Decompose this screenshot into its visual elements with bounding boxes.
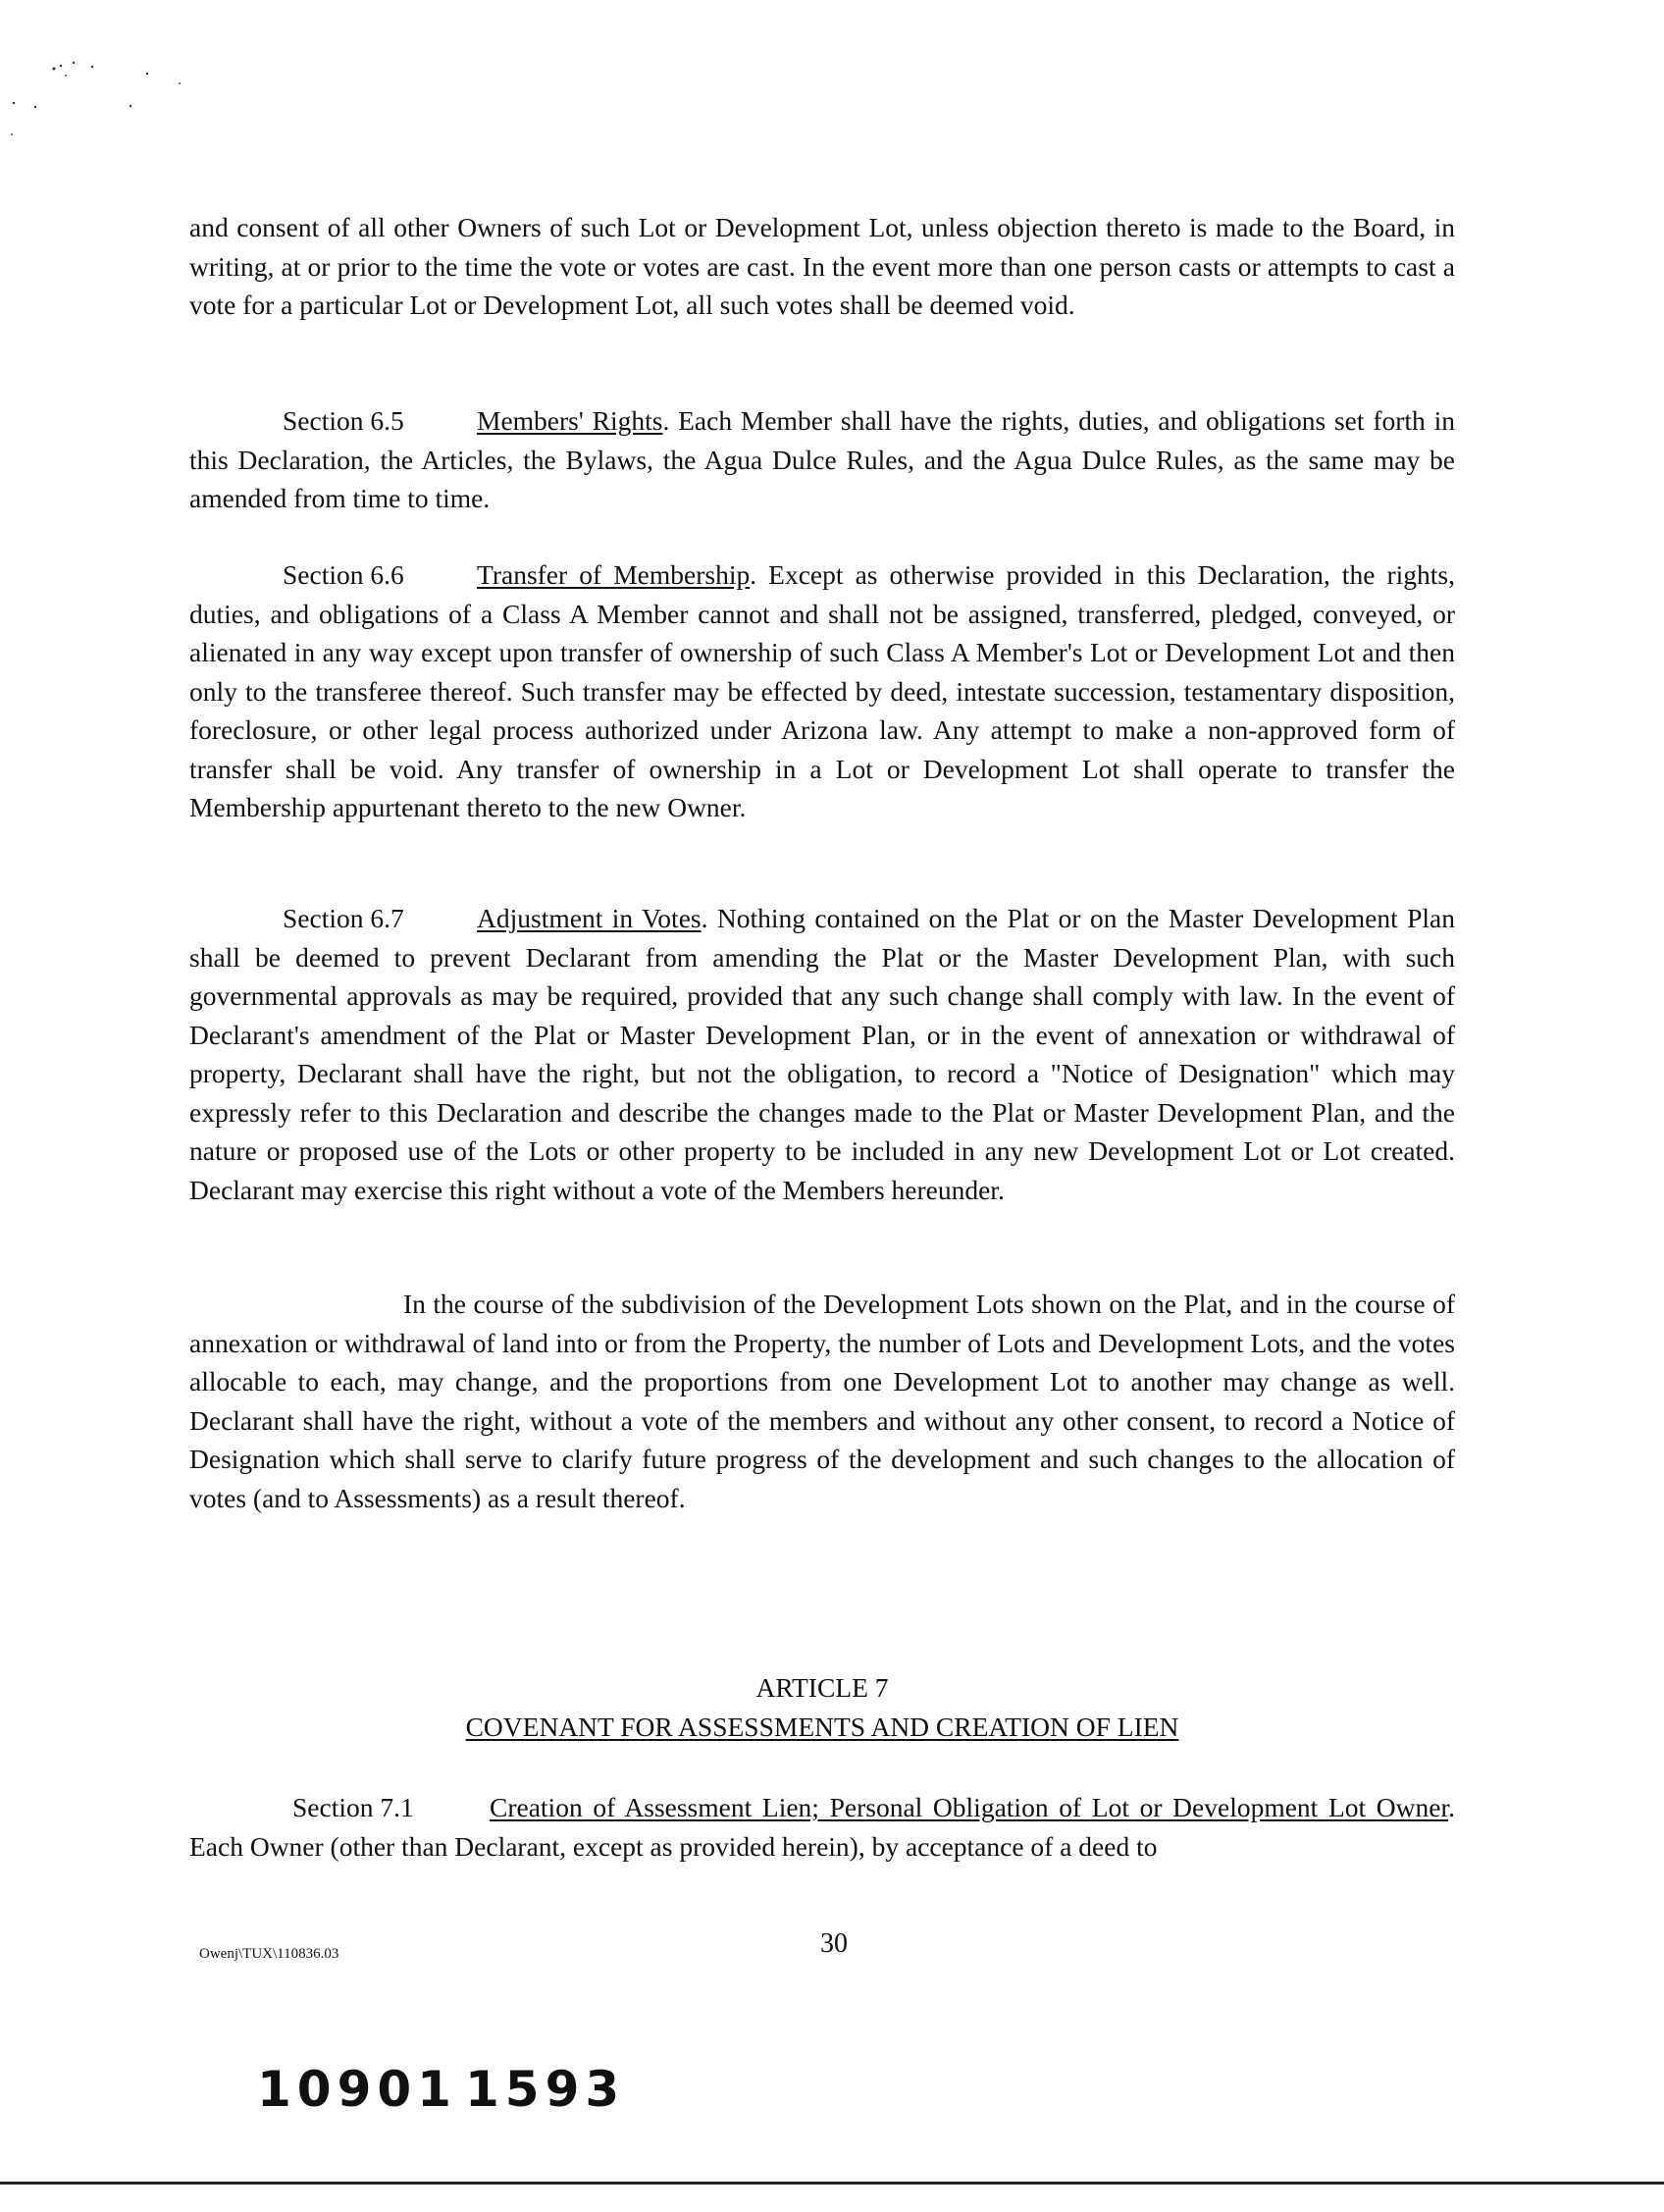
section-number: Section 6.5 [283,405,404,436]
article-number: ARTICLE 7 [755,1672,889,1703]
section-number: Section 7.1 [292,1792,414,1822]
section-text: . Each Member shall have the rights, duties, and obligations set forth in this Declaration, the Articles, the Bylaws, the Agua Dulce Rules, and the Agua Dulce Rules, as the same may be amended from time to time. [189,405,1455,513]
section-number: Section 6.6 [283,559,404,590]
section-6-7-continuation [189,1285,1455,1517]
recording-page-number: 1593 [465,2061,626,2118]
section-text: . Nothing contained on the Plat or on the Master Development Plan shall be deemed to prevent Declarant from amending the Plat or the Master Development Plan, with such governmental approvals as may be required, provided that any such change shall comply with law. In the event of Declarant's amendment of the Plat or Master Development Plan, or in the event of annexation or withdrawal of property, Declarant shall have the right, but not the obligation, to record a "Notice of Designation" which may expressly refer to this Declaration and describe the changes made to the Plat or Master Development Plan, and the nature or proposed use of the Lots or other property to be included in any new Development Lot or Lot created. Declarant may exercise this right without a vote of the Members hereunder. [189,903,1455,1205]
paragraph-text: and consent of all other Owners of such Lot or Development Lot, unless objection thereto is made to the Board, in writing, at or prior to the time the vote or votes are cast. In the event more than one person casts or attempts to cast a vote for a particular Lot or Development Lot, all such votes shall be deemed void. [189,212,1455,320]
section-6-7 [189,899,1455,1209]
section-heading: Adjustment in Votes [477,903,702,933]
bottom-rule [0,2182,1664,2185]
recording-book-number: 10901 [257,2061,457,2118]
paragraph-voting-consent [189,208,1455,325]
section-heading: Transfer of Membership [477,559,751,590]
section-text: . Each Owner (other than Declarant, except as provided herein), by acceptance of a deed to [189,1792,1455,1862]
file-reference: Owenj\TUX\110836.03 [199,1946,339,1962]
scan-specks [0,54,196,152]
page-number: 30 [820,1928,848,1959]
section-6-6 [189,555,1455,827]
section-7-1 [189,1788,1455,1866]
section-heading: Creation of Assessment Lien; Personal Obligation of Lot or Development Lot Owner [490,1792,1449,1822]
section-number: Section 6.7 [283,903,404,933]
section-6-5 [189,401,1455,518]
paragraph-text: In the course of the subdivision of the Development Lots shown on the Plat, and in the course of annexation or withdrawal of land into or from the Property, the number of Lots and Development Lots, and the votes allocable to each, may change, and the proportions from one Development Lot to another may change as well. Declarant shall have the right, without a vote of the members and without any other consent, to record a Notice of Designation which shall serve to clarify future progress of the development and such changes to the allocation of votes (and to Assessments) as a result thereof. [189,1289,1455,1513]
section-text: . Except as otherwise provided in this Declaration, the rights, duties, and obligations of a Class A Member cannot and shall not be assigned, transferred, pledged, conveyed, or alienated in any way except upon transfer of ownership of such Class A Member's Lot or Development Lot and then only to the transferee thereof. Such transfer may be effected by deed, intestate succession, testamentary disposition, foreclosure, or other legal process authorized under Arizona law. Any attempt to make a non-approved form of transfer shall be void. Any transfer of ownership in a Lot or Development Lot shall operate to transfer the Membership appurtenant thereto to the new Owner. [189,559,1455,822]
section-heading: Members' Rights [477,405,663,436]
article-title: COVENANT FOR ASSESSMENTS AND CREATION OF LIEN [465,1712,1179,1742]
